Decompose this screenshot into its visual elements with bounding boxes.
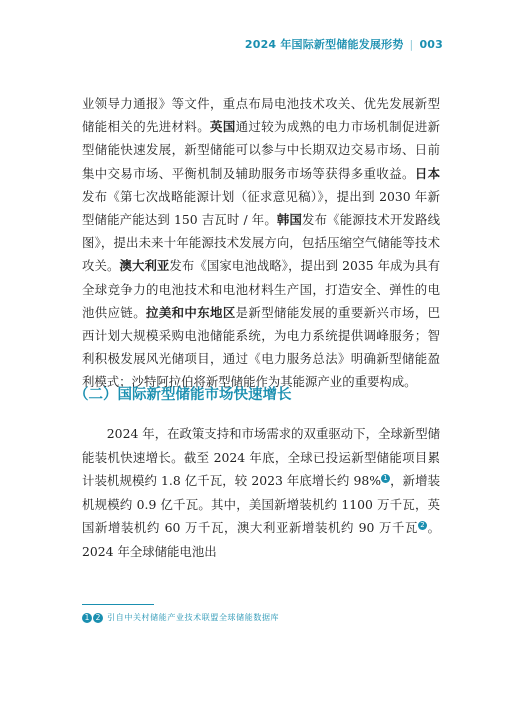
footnote-divider xyxy=(82,604,154,605)
page-number: 003 xyxy=(419,38,443,51)
region-label-latam-middle-east: 拉美和中东地区 xyxy=(146,304,236,320)
section-heading: （二）国际新型储能市场快速增长 xyxy=(74,387,292,403)
body-paragraph xyxy=(82,92,440,394)
footnote-text: 引自中关村储能产业技术联盟全球储能数据库 xyxy=(107,613,280,622)
country-label-japan: 日本 xyxy=(414,165,441,181)
country-label-australia: 澳大利亚 xyxy=(119,258,170,274)
footnote xyxy=(82,612,279,623)
running-header xyxy=(245,36,443,52)
body-sentence: 通过较为成熟的电力市场机制促进新型储能快速发展，新型储能可以参与中长期双边交易市场、日前集中交易市场、平衡机制及辅助服务市场等获得多重收益。 xyxy=(82,119,441,181)
footnote-number-2: 2 xyxy=(93,613,103,623)
header-title: 2024 年国际新型储能发展形势 xyxy=(244,38,404,51)
country-label-uk: 英国 xyxy=(210,119,236,135)
body-sentence: 是新型储能发展的重要新兴市场，巴西计划大规模采购电池储能系统，为电力系统提供调峰服务；智利积极发展风光储项目，通过《电力服务总法》明确新型储能盈利模式；沙特阿拉伯将新型储能作为其能源产业的重要构成。 xyxy=(82,304,441,390)
footnote-marker-2[interactable]: 2 xyxy=(418,521,427,530)
body-sentence: 发布《国家电池战略》，提出到 2035 年成为具有全球竞争力的电池技术和电池材料生产国，打造安全、弹性的电池供应链。 xyxy=(82,258,440,320)
body-sentence: 2024 年，在政策支持和市场需求的双重驱动下，全球新型储能装机快速增长。截至 2024 年底，全球已投运新型储能项目累计装机规模约 1.8 亿千瓦，较 2023 年底增长约 98% xyxy=(82,426,440,488)
body-sentence: 。2024 年全球储能电池出 xyxy=(82,520,440,559)
body-sentence: 发布《能源技术开发路线图》，提出未来十年能源技术发展方向，包括压缩空气储能等技术攻关。 xyxy=(82,212,441,274)
body-sentence: ，新增装机规模约 0.9 亿千瓦。其中，美国新增装机约 1100 万千瓦，英国新增装机约 60 万千瓦，澳大利亚新增装机约 90 万千瓦 xyxy=(82,473,440,535)
body-sentence: 发布《第七次战略能源计划（征求意见稿）》，提出到 2030 年新型储能产能达到 150 吉瓦时 / 年。 xyxy=(82,188,440,228)
footnote-number-1: 1 xyxy=(82,613,92,623)
footnote-marker-1[interactable]: 1 xyxy=(381,474,390,483)
market-paragraph xyxy=(82,422,440,563)
body-sentence: 业领导力通报》等文件，重点布局电池技术攻关、优先发展新型储能相关的先进材料。 xyxy=(82,96,440,135)
country-label-korea: 韩国 xyxy=(276,212,303,228)
header-separator: | xyxy=(409,38,414,51)
